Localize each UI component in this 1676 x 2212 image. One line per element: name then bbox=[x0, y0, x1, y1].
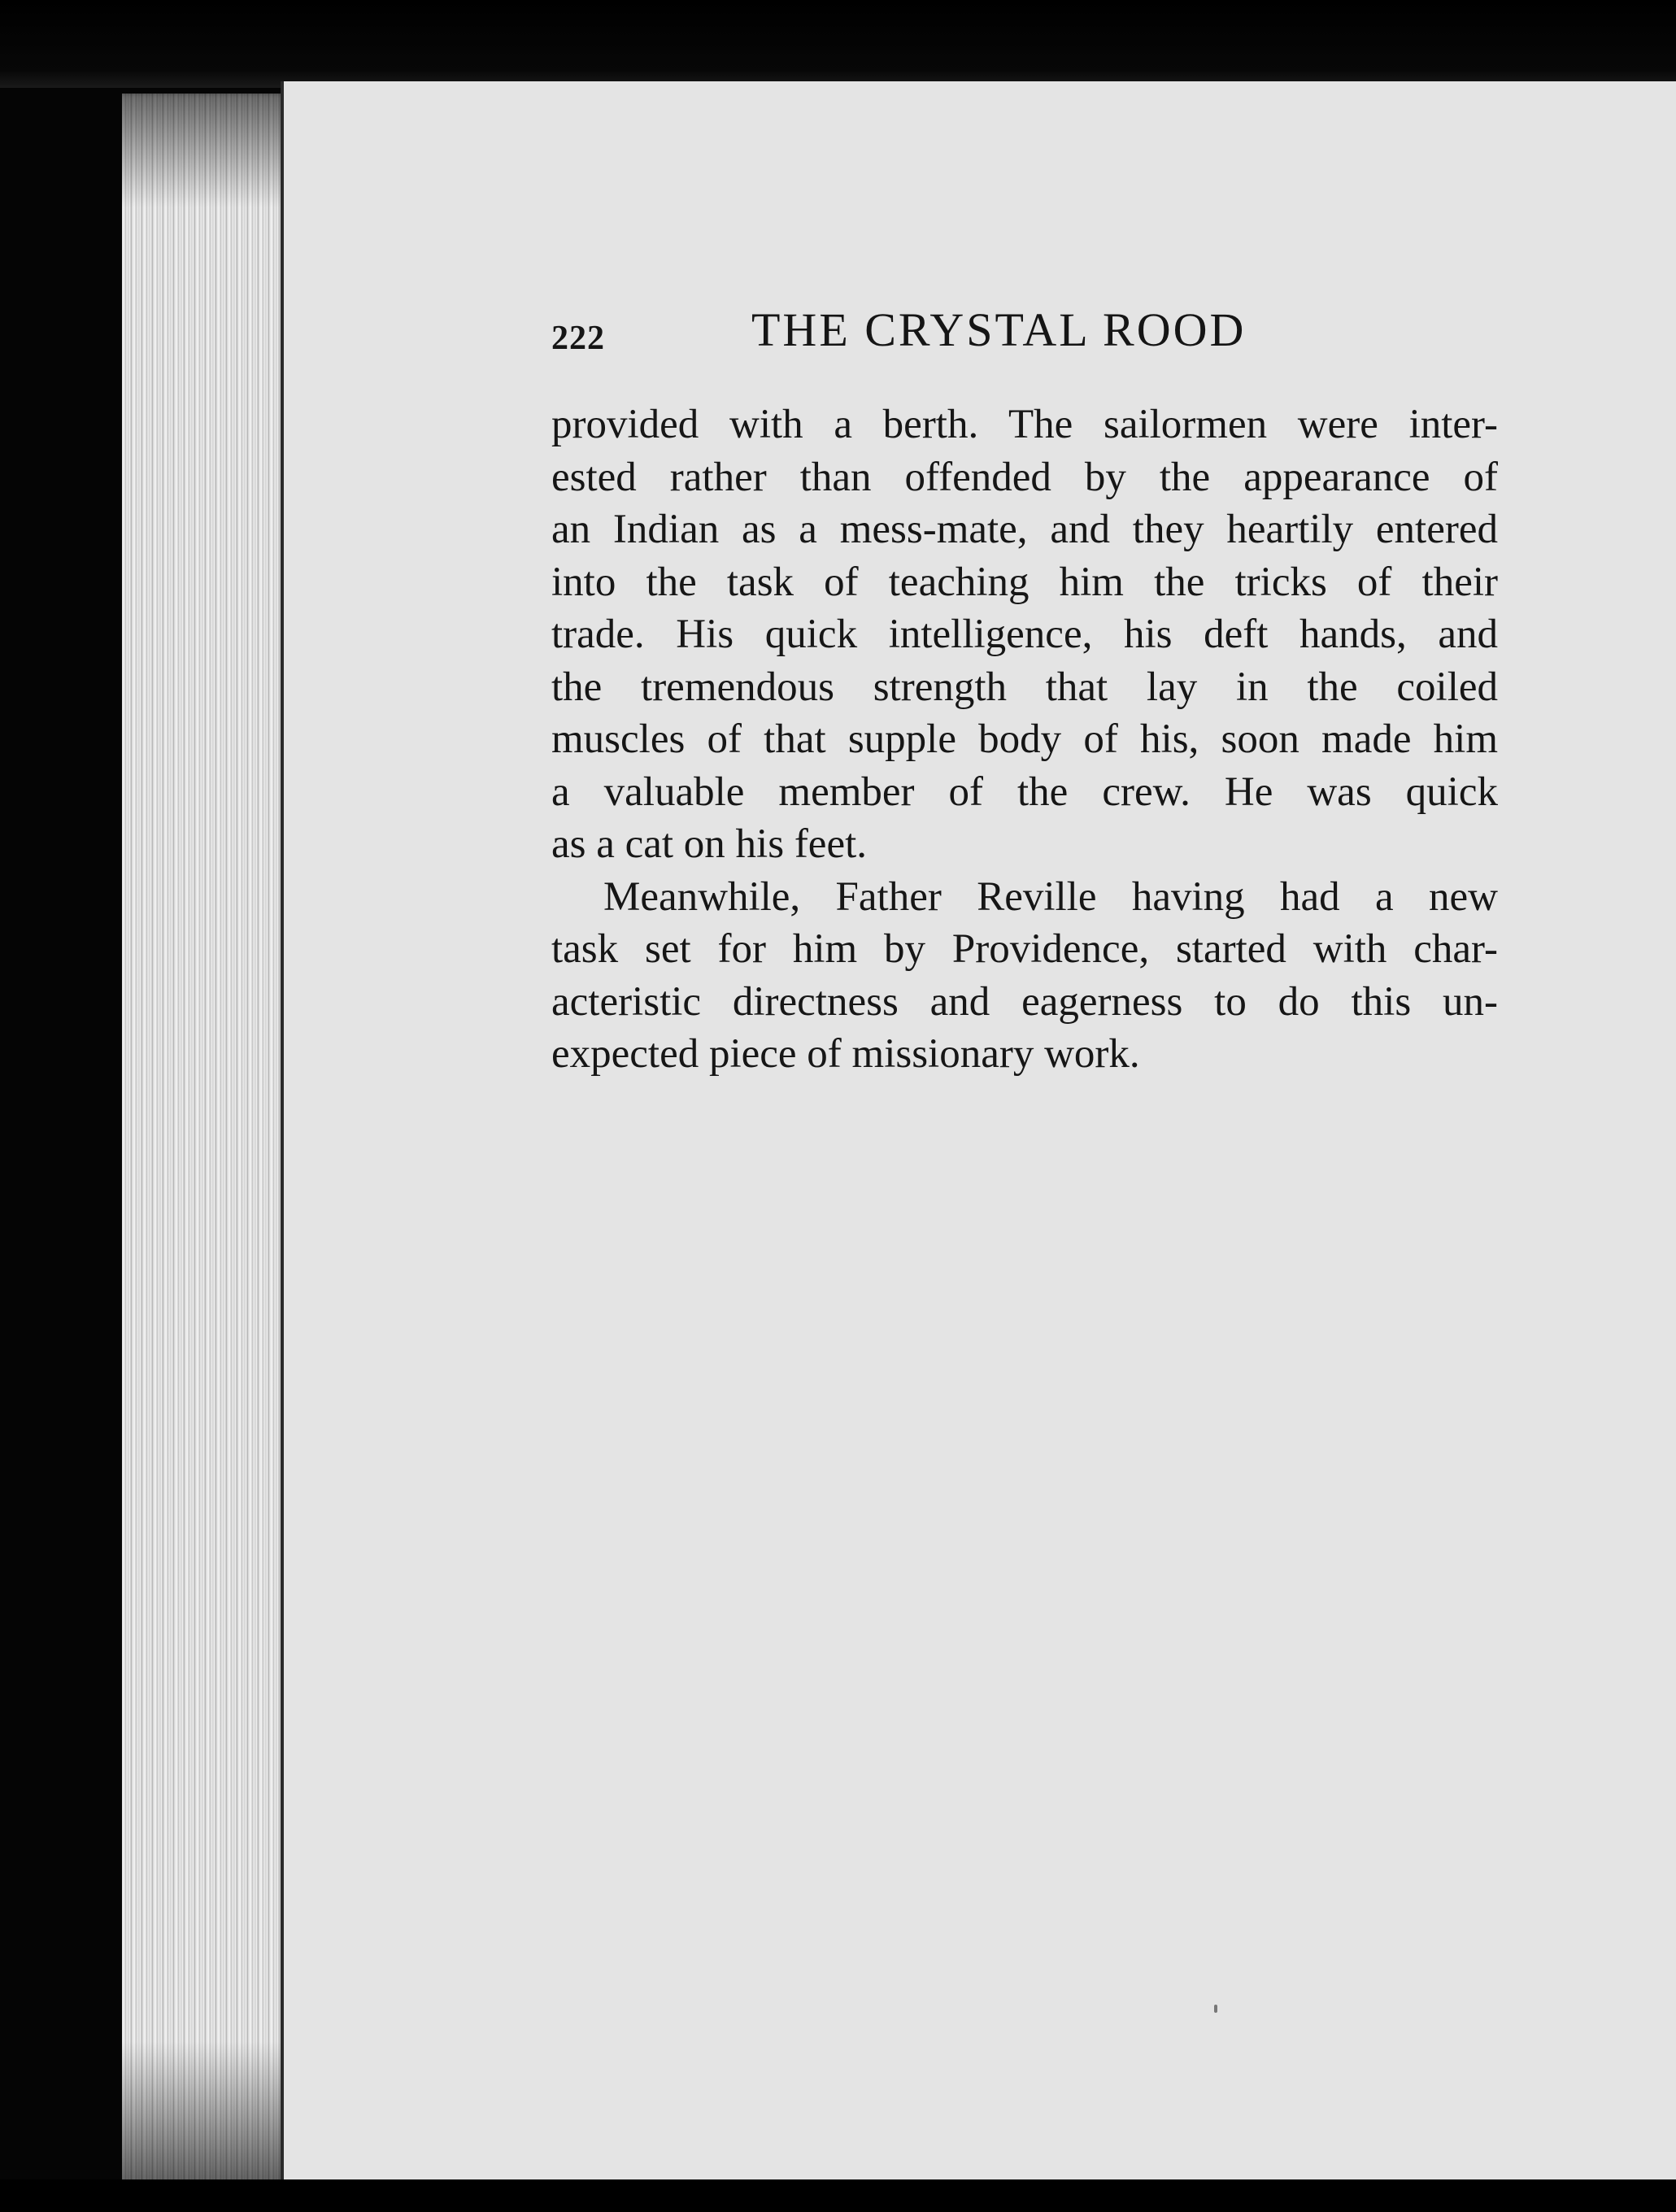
text-line: expected piece of missionary work. bbox=[551, 1031, 1140, 1077]
scan-speck bbox=[1214, 2005, 1217, 2013]
page-number: 222 bbox=[551, 320, 605, 357]
bottom-dark-border bbox=[0, 2179, 1676, 2212]
text-line: the tremendous strength that lay in the coiled bbox=[551, 664, 1498, 710]
text-line: into the task of teaching him the tricks of their bbox=[551, 559, 1498, 605]
text-line: provided with a berth. The sailormen were inter- bbox=[551, 402, 1498, 447]
paragraph-1 bbox=[551, 398, 1498, 871]
text-line: acteristic directness and eagerness to do this un- bbox=[551, 978, 1498, 1025]
text-line: task set for him by Providence, started with char- bbox=[551, 926, 1498, 972]
body-text bbox=[551, 398, 1498, 1081]
paragraph-2 bbox=[551, 871, 1498, 1081]
text-line: trade. His quick intelligence, his deft hands, and bbox=[551, 612, 1498, 657]
text-line: an Indian as a mess-mate, and they heartily entered bbox=[551, 507, 1498, 552]
book-page bbox=[281, 81, 1676, 2188]
book-title: THE CRYSTAL ROOD bbox=[751, 303, 1247, 356]
running-head bbox=[551, 303, 1299, 368]
text-line: muscles of that supple body of his, soon made him bbox=[551, 716, 1498, 762]
text-line: ested rather than offended by the appearance of bbox=[551, 454, 1498, 500]
text-line: a valuable member of the crew. He was quick bbox=[551, 769, 1498, 815]
text-line: as a cat on his feet. bbox=[551, 821, 868, 867]
page-edges bbox=[122, 94, 289, 2188]
text-line: Meanwhile, Father Reville having had a new bbox=[603, 873, 1498, 920]
top-dark-border bbox=[0, 0, 1676, 88]
